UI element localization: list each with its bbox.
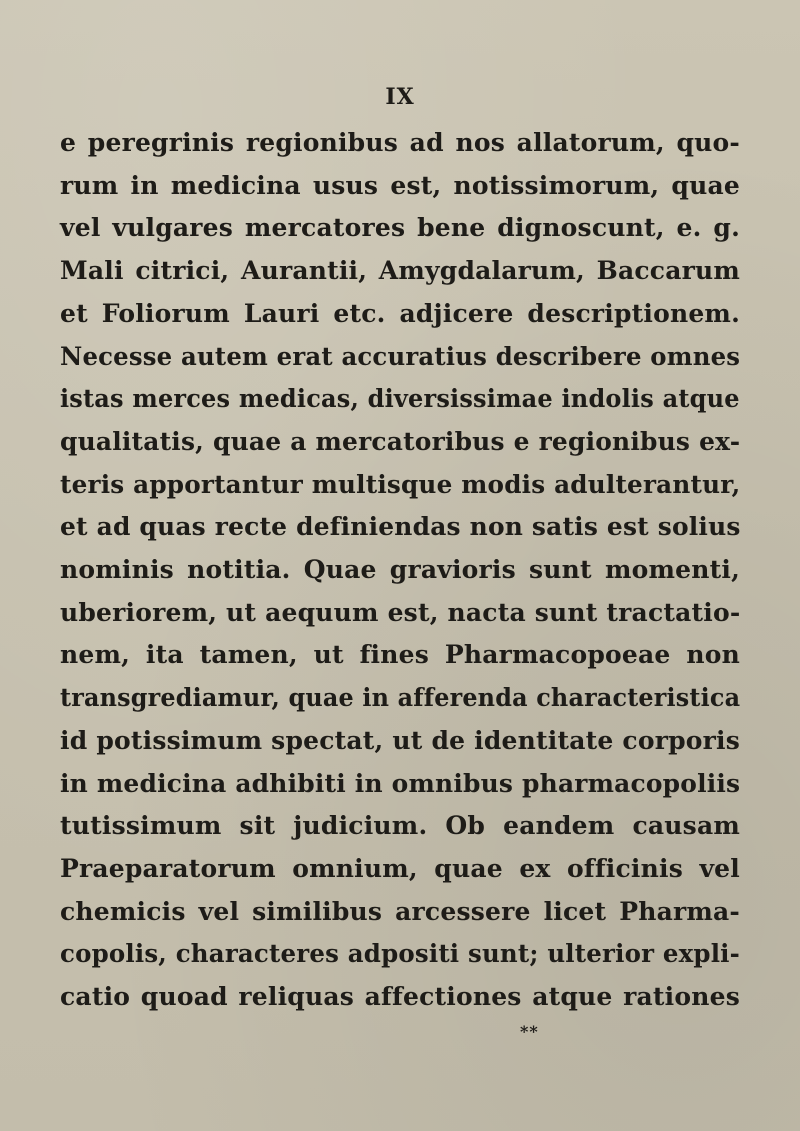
text-line: vel vulgares mercatores bene dignoscunt, e. g. — [60, 213, 740, 242]
text-line: in medicina adhibiti in omnibus pharmacopoliis — [60, 769, 741, 798]
text-line: uberiorem, ut aequum est, nacta sunt tractatio- — [60, 598, 741, 627]
text-line: istas merces medicas, diversissimae indolis atque — [60, 384, 740, 413]
text-line: chemicis vel similibus arcessere licet Pharma- — [60, 897, 740, 926]
text-line: nem, ita tamen, ut fines Pharmacopoeae non — [60, 640, 740, 669]
text-line: copolis, characteres adpositi sunt; ulterior expli- — [60, 939, 741, 968]
signature-mark: ** — [520, 1022, 539, 1041]
text-line: id potissimum spectat, ut de identitate corporis — [60, 726, 740, 755]
text-line: et ad quas recte definiendas non satis est solius — [60, 512, 741, 541]
text-line: tutissimum sit judicium. Ob eandem causam — [60, 811, 740, 840]
text-line: rum in medicina usus est, notissimorum, quae — [60, 171, 740, 200]
text-line: e peregrinis regionibus ad nos allatorum, quo- — [60, 128, 740, 157]
text-line: transgrediamur, quae in afferenda characteristica — [60, 683, 741, 712]
text-line: teris apportantur multisque modis adulterantur, — [60, 470, 741, 499]
text-line: Praeparatorum omnium, quae ex officinis vel — [60, 854, 740, 883]
text-line: Necesse autem erat accuratius describere omnes — [60, 342, 741, 371]
text-line: nominis notitia. Quae gravioris sunt momenti, — [60, 555, 740, 584]
page-number: IX — [385, 84, 415, 110]
text-line: et Foliorum Lauri etc. adjicere descriptionem. — [60, 299, 740, 328]
text-line: catio quoad reliquas affectiones atque rationes — [60, 982, 740, 1011]
text-line: qualitatis, quae a mercatoribus e regionibus ex- — [60, 427, 741, 456]
text-line: Mali citrici, Aurantii, Amygdalarum, Baccarum — [60, 256, 740, 285]
